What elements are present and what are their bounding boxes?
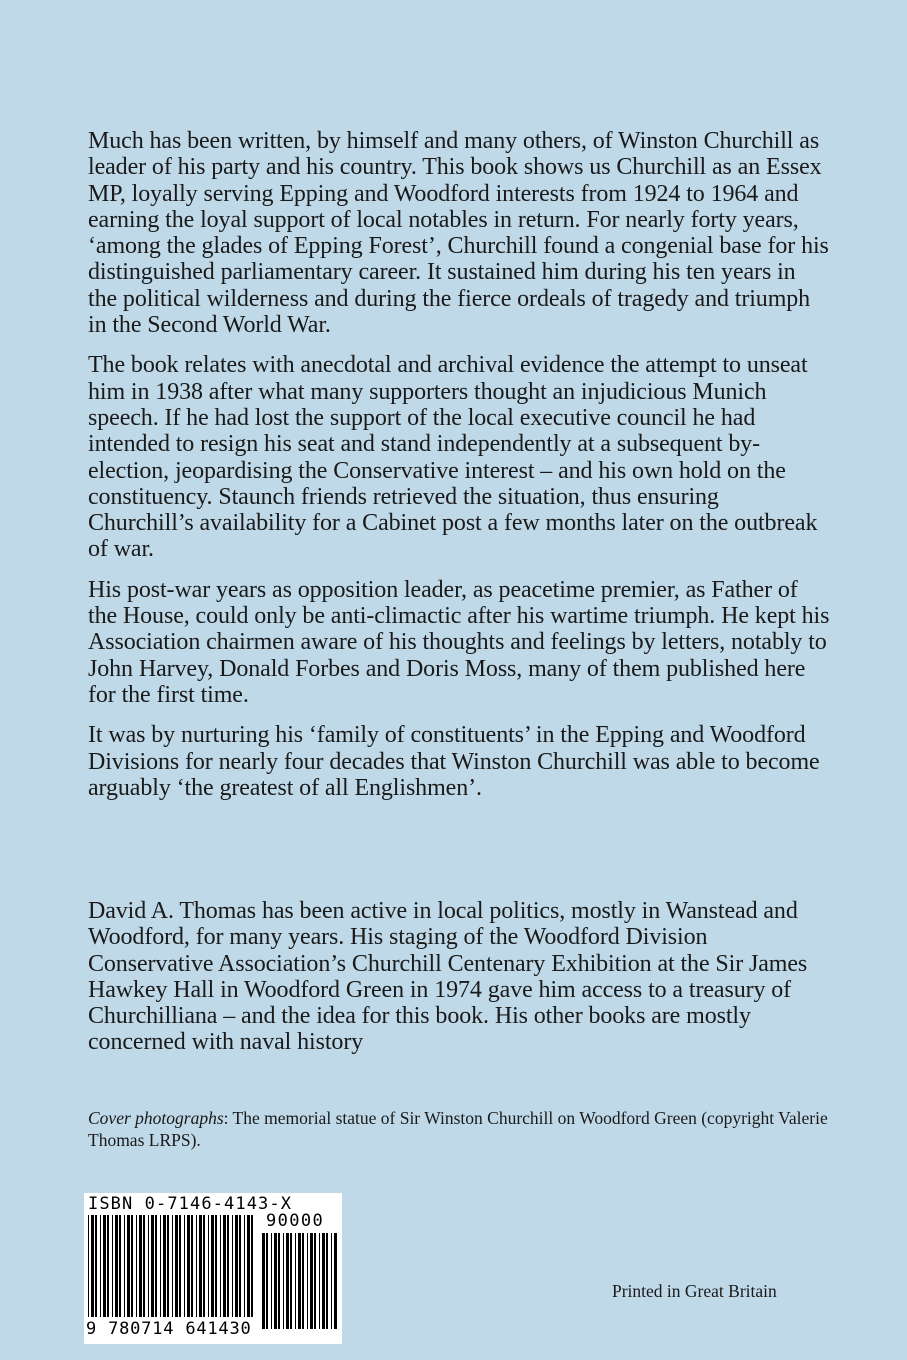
barcode-bar — [95, 1215, 97, 1317]
barcode-bar — [262, 1233, 265, 1329]
barcode-bar — [172, 1215, 173, 1317]
barcode-bar — [148, 1215, 149, 1317]
barcode-bar — [127, 1215, 130, 1317]
credits-label: Cover photographs — [88, 1108, 224, 1128]
barcode-bar — [244, 1215, 245, 1317]
barcode-bar — [160, 1215, 161, 1317]
ean-digits: 9 780714 641430 — [86, 1319, 252, 1339]
barcode-bar — [163, 1215, 166, 1317]
barcode-bar — [175, 1215, 178, 1317]
barcode-bar — [115, 1215, 118, 1317]
barcode-bar — [266, 1233, 268, 1329]
barcode-bar — [208, 1215, 209, 1317]
barcode-bar — [187, 1215, 190, 1317]
barcode-bar — [139, 1215, 142, 1317]
barcode-bar — [298, 1233, 301, 1329]
isbn-number: ISBN 0-7146-4143-X — [88, 1194, 293, 1214]
barcode-bar — [131, 1215, 133, 1317]
printed-in: Printed in Great Britain — [612, 1281, 777, 1301]
barcode-bar — [88, 1215, 89, 1317]
barcode-bar — [151, 1215, 154, 1317]
blurb-paragraph-1: Much has been written, by himself and many others, of Winston Churchill as leader of his party and his country. This book shows us Churchill as an Essex MP, loyally serving Epping and Woodford interests from 1924 to 1964 and earning the loyal support of local notables in return. For nearly forty years, ‘among the glades of Epping Forest’, Churchill found a congenial base for his distinguished parliamentary career. It sustained him during his ten years in the political wilderness and during the fierce ordeals of tragedy and triumph in the Second World War. — [88, 128, 829, 339]
barcode-bar — [286, 1233, 289, 1329]
barcode-bar — [124, 1215, 125, 1317]
blurb-paragraph-3: His post-war years as opposition leader, as peacetime premier, as Father of the House, could only be anti-climactic after his wartime triumph. He kept his Association chairmen aware of his thoughts and feelings by letters, notably to John Harvey, Donald Forbes and Doris Moss, many of them published here for the first time. — [88, 576, 830, 708]
barcode-bar — [302, 1233, 304, 1329]
barcode-bar — [334, 1233, 337, 1329]
author-bio-section — [88, 898, 830, 1056]
barcode-bar — [331, 1233, 332, 1329]
price-code: 90000 — [266, 1211, 325, 1231]
barcode-bar — [278, 1233, 280, 1329]
barcode-bar — [251, 1215, 253, 1317]
barcode-bar — [314, 1233, 316, 1329]
barcode-bar — [203, 1215, 205, 1317]
barcode-bar — [167, 1215, 169, 1317]
barcode-bar — [295, 1233, 296, 1329]
barcode-bar — [184, 1215, 185, 1317]
barcode-bar — [112, 1215, 113, 1317]
barcode-bar — [322, 1233, 325, 1329]
barcode-bar — [196, 1215, 197, 1317]
barcode-bar — [191, 1215, 193, 1317]
barcode-bar — [310, 1233, 313, 1329]
barcode-bar — [326, 1233, 328, 1329]
blurb-paragraph-2: The book relates with anecdotal and archival evidence the attempt to unseat him in 1938 after what many supporters thought an injudicious Munich speech. If he had lost the support of the local executive council he had intended to resign his seat and stand independently at a subsequent by-election, jeopardising the Conservative interest – and his own hold on the constituency. Staunch friends retrieved the situation, thus ensuring Churchill’s availability for a Cabinet post a few months later on the outbreak of war. — [88, 352, 818, 563]
barcode-bar — [307, 1233, 308, 1329]
barcode-bar — [239, 1215, 241, 1317]
barcode-bar — [274, 1233, 277, 1329]
barcode-bar — [107, 1215, 109, 1317]
barcode-bar — [155, 1215, 157, 1317]
barcode-bar — [91, 1215, 94, 1317]
cover-credits — [88, 1107, 848, 1151]
barcode-bar — [235, 1215, 238, 1317]
blurb-paragraph-4: It was by nurturing his ‘family of constituents’ in the Epping and Woodford Divisions for nearly four decades that Winston Churchill was able to become arguably ‘the greatest of all Englishmen’. — [88, 722, 820, 801]
barcode-bar — [227, 1215, 229, 1317]
barcode-bar — [119, 1215, 121, 1317]
barcode-bar — [247, 1215, 250, 1317]
author-bio: David A. Thomas has been active in local politics, mostly in Wanstead and Woodford, for many years. His staging of the Woodford Division Conservative Association’s Churchill Centenary Exhibition at the Sir James Hawkey Hall in Woodford Green in 1974 gave him access to a treasury of Churchilliana – and the idea for this book. His other books are mostly concerned with naval history — [88, 898, 808, 1056]
barcode — [84, 1193, 342, 1344]
credits-text: : The memorial statue of Sir Winston Churchill on Woodford Green (copyright Valerie Thomas LRPS). — [88, 1108, 828, 1150]
barcode-bar — [143, 1215, 145, 1317]
barcode-bar — [199, 1215, 202, 1317]
barcode-bar — [232, 1215, 233, 1317]
blurb — [88, 128, 830, 815]
barcode-bar — [271, 1233, 272, 1329]
barcode-bar — [223, 1215, 226, 1317]
barcode-bar — [283, 1233, 284, 1329]
barcode-bar — [211, 1215, 214, 1317]
barcode-bar — [215, 1215, 217, 1317]
barcode-bar — [290, 1233, 292, 1329]
barcode-bar — [136, 1215, 137, 1317]
barcode-bar — [100, 1215, 101, 1317]
barcode-bar — [103, 1215, 106, 1317]
barcode-bar — [319, 1233, 320, 1329]
barcode-bar — [179, 1215, 181, 1317]
barcode-bar — [220, 1215, 221, 1317]
